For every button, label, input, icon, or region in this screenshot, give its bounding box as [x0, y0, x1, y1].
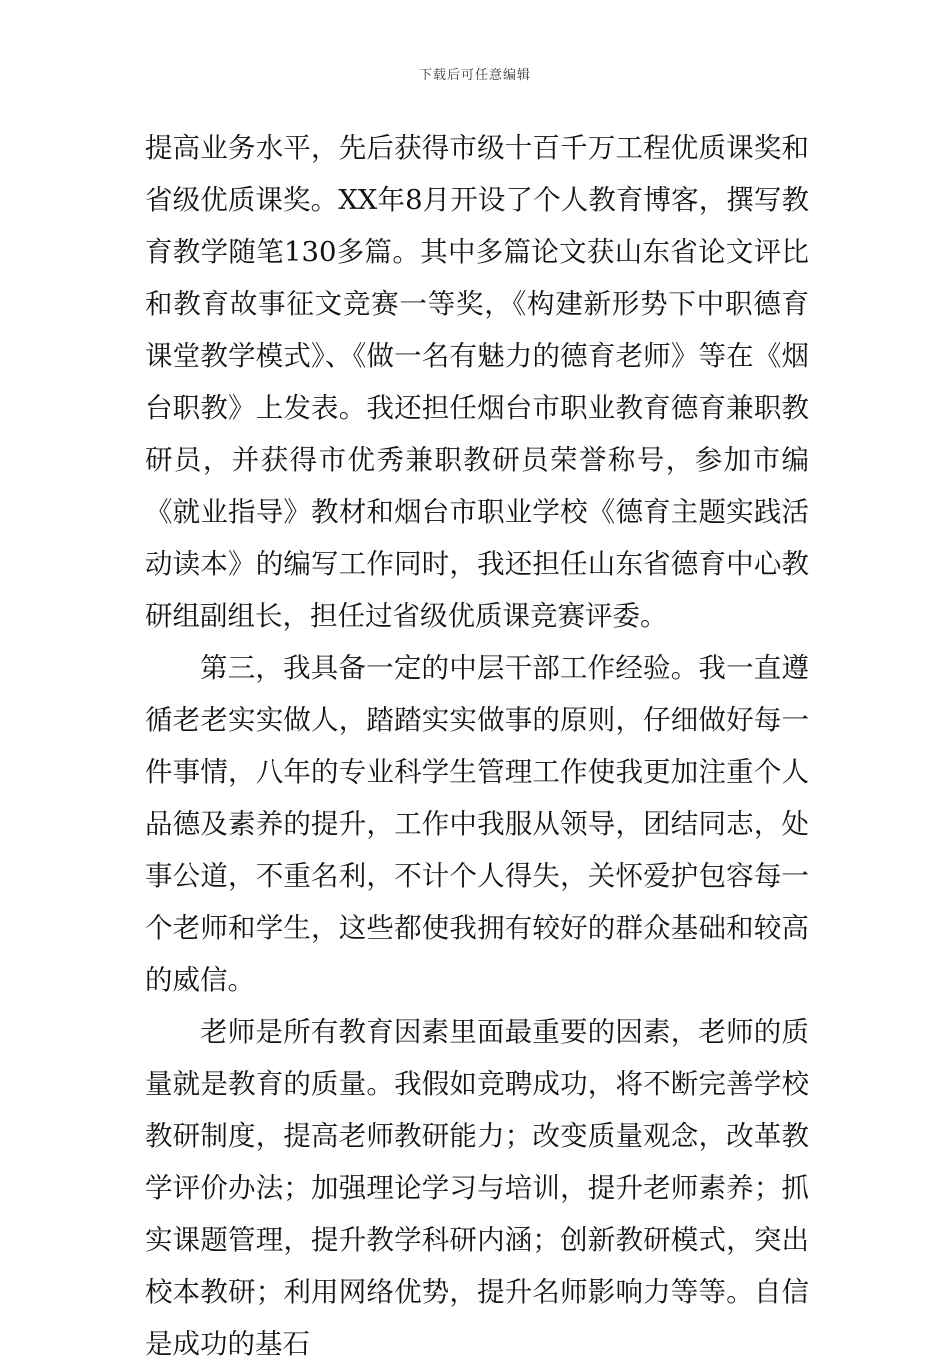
- paragraph-2: 第三，我具备一定的中层干部工作经验。我一直遵循老老实实做人，踏踏实实做事的原则，仔细做好每一件事情，八年的专业科学生管理工作使我更加注重个人品德及素养的提升，工作中我服从领导，团结同志，处事公道，不重名利，不计个人得失，关怀爱护包容每一个老师和学生，这些都使我拥有较好的群众基础和较高的威信。: [145, 652, 809, 996]
- page-header: 下载后可任意编辑: [418, 68, 531, 83]
- paragraph-1: 提高业务水平，先后获得市级十百千万工程优质课奖和省级优质课奖。XX年8月开设了个人教育博客，撰写教育教学随笔130多篇。其中多篇论文获山东省论文评比和教育故事征文竞赛一等奖，《构建新形势下中职德育课堂教学模式》、《做一名有魅力的德育老师》等在《烟台职教》上发表。我还担任烟台市职业教育德育兼职教研员，并获得市优秀兼职教研员荣誉称号，参加市编《就业指导》教材和烟台市职业学校《德育主题实践活动读本》的编写工作同时，我还担任山东省德育中心教研组副组长，担任过省级优质课竞赛评委。: [145, 132, 809, 632]
- document-body: [145, 122, 809, 1370]
- paragraph-3: 老师是所有教育因素里面最重要的因素，老师的质量就是教育的质量。我假如竞聘成功，将不断完善学校教研制度，提高老师教研能力；改变质量观念，改革教学评价办法；加强理论学习与培训，提升老师素养；抓实课题管理，提升教学科研内涵；创新教研模式，突出校本教研；利用网络优势，提升名师影响力等等。自信是成功的基石: [145, 1016, 809, 1360]
